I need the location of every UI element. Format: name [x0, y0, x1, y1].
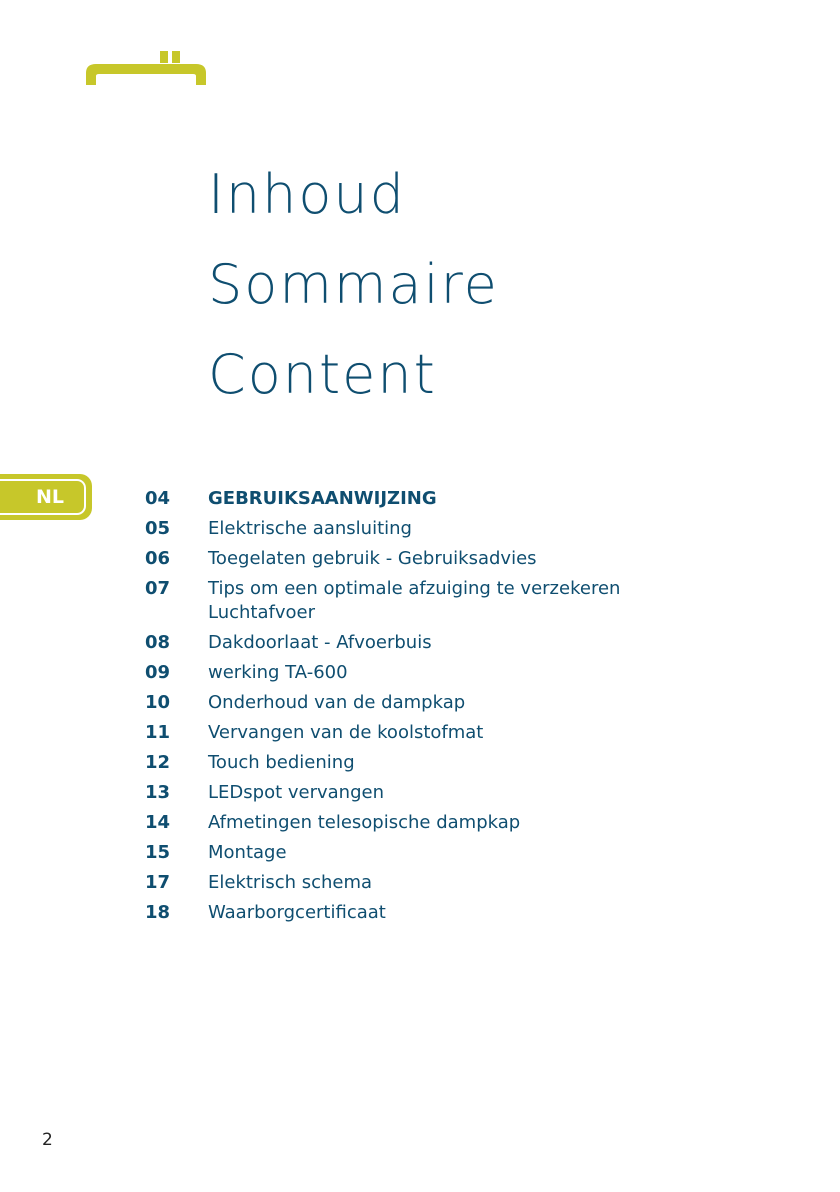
- toc-page-number: 09: [145, 662, 171, 683]
- toc-row: [145, 514, 765, 544]
- toc-entry-text: [208, 628, 765, 658]
- toc-entry-text: [208, 574, 765, 628]
- title-dutch: Inhoud: [208, 163, 406, 226]
- toc-entry-text: [208, 484, 765, 514]
- toc-row: [145, 898, 765, 928]
- toc-entry-line: Onderhoud van de dampkap: [208, 692, 466, 713]
- toc-entry-text: [208, 658, 765, 688]
- toc-entry-line: Afmetingen telesopische dampkap: [208, 812, 521, 833]
- title-block: [208, 150, 499, 420]
- toc-entry-line: Waarborgcertificaat: [208, 902, 386, 923]
- toc-page-number: 05: [145, 518, 171, 539]
- language-tab: [0, 474, 92, 520]
- toc-row: [145, 838, 765, 868]
- toc-row: [145, 868, 765, 898]
- toc-row: [145, 658, 765, 688]
- toc-entry-text: [208, 778, 765, 808]
- title-english: Content: [208, 343, 437, 406]
- toc-row: [145, 778, 765, 808]
- toc-page-number: 04: [145, 488, 171, 509]
- language-label: NL: [35, 486, 64, 508]
- toc-entry-text: [208, 868, 765, 898]
- toc-row: [145, 808, 765, 838]
- toc-row: [145, 688, 765, 718]
- toc-entry-line: werking TA-600: [208, 662, 348, 683]
- toc-entry-line: Luchtafvoer: [208, 602, 315, 623]
- toc-row: [145, 628, 765, 658]
- toc-entry-text: [208, 838, 765, 868]
- toc-row: [145, 748, 765, 778]
- page-number: 2: [42, 1130, 53, 1150]
- toc-entry-line: GEBRUIKSAANWIJZING: [208, 488, 437, 509]
- toc-entry-text: [208, 688, 765, 718]
- toc-entry-text: [208, 748, 765, 778]
- toc-page-number: 11: [145, 722, 171, 743]
- title-french: Sommaire: [208, 253, 499, 316]
- toc-entry-line: LEDspot vervangen: [208, 782, 384, 803]
- toc-row: [145, 574, 765, 628]
- toc-page-number: 17: [145, 872, 171, 893]
- toc-entry-line: Touch bediening: [208, 752, 355, 773]
- toc-page-number: 12: [145, 752, 171, 773]
- table-of-contents: [145, 484, 765, 928]
- toc-entry-text: [208, 808, 765, 838]
- toc-entry-text: [208, 544, 765, 574]
- toc-entry-line: Dakdoorlaat - Afvoerbuis: [208, 632, 432, 653]
- toc-entry-line: Tips om een optimale afzuiging te verzekeren: [208, 578, 621, 599]
- toc-row: [145, 718, 765, 748]
- toc-entry-text: [208, 718, 765, 748]
- toc-page-number: 13: [145, 782, 171, 803]
- toc-entry-line: Elektrisch schema: [208, 872, 373, 893]
- toc-entry-line: Elektrische aansluiting: [208, 518, 412, 539]
- toc-page-number: 07: [145, 578, 171, 599]
- toc-row: [145, 544, 765, 574]
- toc-entry-line: Vervangen van de koolstofmat: [208, 722, 484, 743]
- toc-entry-text: [208, 514, 765, 544]
- brand-logo-icon: [84, 50, 208, 86]
- toc-page-number: 14: [145, 812, 171, 833]
- toc-page-number: 15: [145, 842, 171, 863]
- toc-entry-line: Montage: [208, 842, 287, 863]
- toc-page-number: 06: [145, 548, 171, 569]
- toc-page-number: 18: [145, 902, 171, 923]
- toc-entry-text: [208, 898, 765, 928]
- toc-row: [145, 484, 765, 514]
- language-tab-border: [0, 479, 86, 515]
- toc-entry-line: Toegelaten gebruik - Gebruiksadvies: [208, 548, 537, 569]
- toc-page-number: 10: [145, 692, 171, 713]
- toc-page-number: 08: [145, 632, 171, 653]
